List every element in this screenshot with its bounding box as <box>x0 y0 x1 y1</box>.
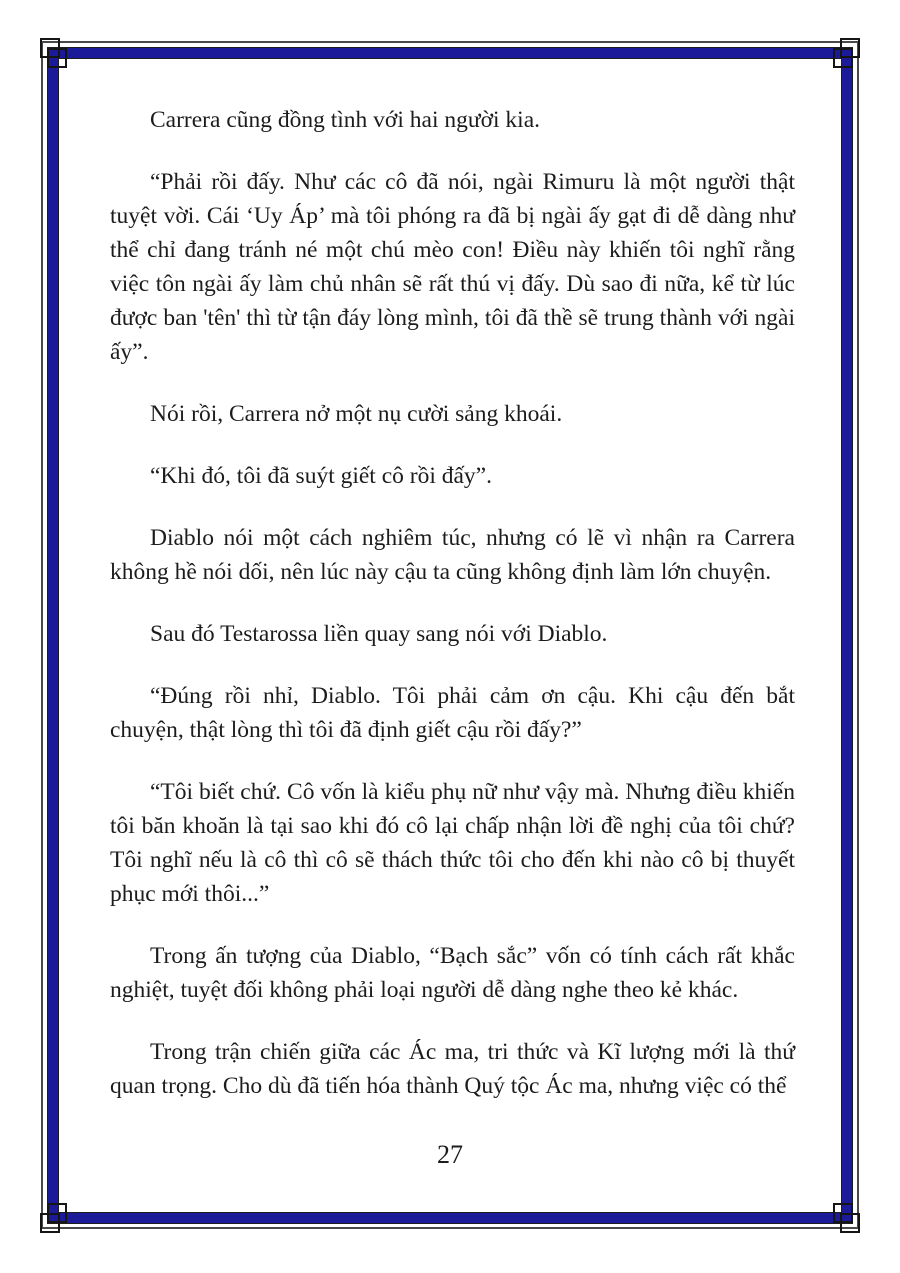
page-number: 27 <box>437 1140 463 1169</box>
paragraph: Sau đó Testarossa liền quay sang nói với Diablo. <box>150 621 608 647</box>
corner-ornament-top-right <box>828 38 862 72</box>
paragraph: “Khi đó, tôi đã suýt giết cô rồi đấy”. <box>150 463 492 489</box>
paragraph: Diablo nói một cách nghiêm túc, nhưng có lẽ vì nhận ra Carrera không hề nói dối, nên lúc này cậu ta cũng không định làm lớn chuyện. <box>110 525 795 585</box>
paragraph: Trong ấn tượng của Diablo, “Bạch sắc” vốn có tính cách rất khắc nghiệt, tuyệt đối không phải loại người dễ dàng nghe theo kẻ khác. <box>110 943 795 1003</box>
ornament-square-icon <box>833 48 853 68</box>
paragraph: Trong trận chiến giữa các Ác ma, tri thức và Kĩ lượng mới là thứ quan trọng. Cho dù đã tiến hóa thành Quý tộc Ác ma, nhưng việc có thể <box>110 1039 795 1099</box>
corner-ornament-bottom-left <box>38 1199 72 1233</box>
corner-ornament-top-left <box>38 38 72 72</box>
ornament-square-icon <box>47 1203 67 1223</box>
paragraph: Nói rồi, Carrera nở một nụ cười sảng khoái. <box>150 401 563 427</box>
paragraph: “Tôi biết chứ. Cô vốn là kiểu phụ nữ như vậy mà. Nhưng điều khiến tôi băn khoăn là tại sao khi đó cô lại chấp nhận lời đề nghị của tôi chứ? Tôi nghĩ nếu là cô thì cô sẽ thách thức tôi cho đến khi nào cô bị thuyết phục mới thôi...” <box>110 779 795 907</box>
ornament-square-icon <box>833 1203 853 1223</box>
paragraph: “Phải rồi đấy. Như các cô đã nói, ngài Rimuru là một người thật tuyệt vời. Cái ‘Uy Áp’ mà tôi phóng ra đã bị ngài ấy gạt đi dễ dàng như thể chỉ đang tránh né một chú mèo con! Điều này khiến tôi nghĩ rằng việc tôn ngài ấy làm chủ nhân sẽ rất thú vị đấy. Dù sao đi nữa, kể từ lúc được ban 'tên' thì từ tận đáy lòng mình, tôi đã thề sẽ trung thành với ngài ấy”. <box>110 169 795 365</box>
paragraph: “Đúng rồi nhỉ, Diablo. Tôi phải cảm ơn cậu. Khi cậu đến bắt chuyện, thật lòng thì tôi đã định giết cậu rồi đấy?” <box>110 683 795 743</box>
paragraph: Carrera cũng đồng tình với hai người kia. <box>150 107 540 133</box>
ornament-square-icon <box>47 48 67 68</box>
page-body <box>110 103 795 1131</box>
corner-ornament-bottom-right <box>828 1199 862 1233</box>
